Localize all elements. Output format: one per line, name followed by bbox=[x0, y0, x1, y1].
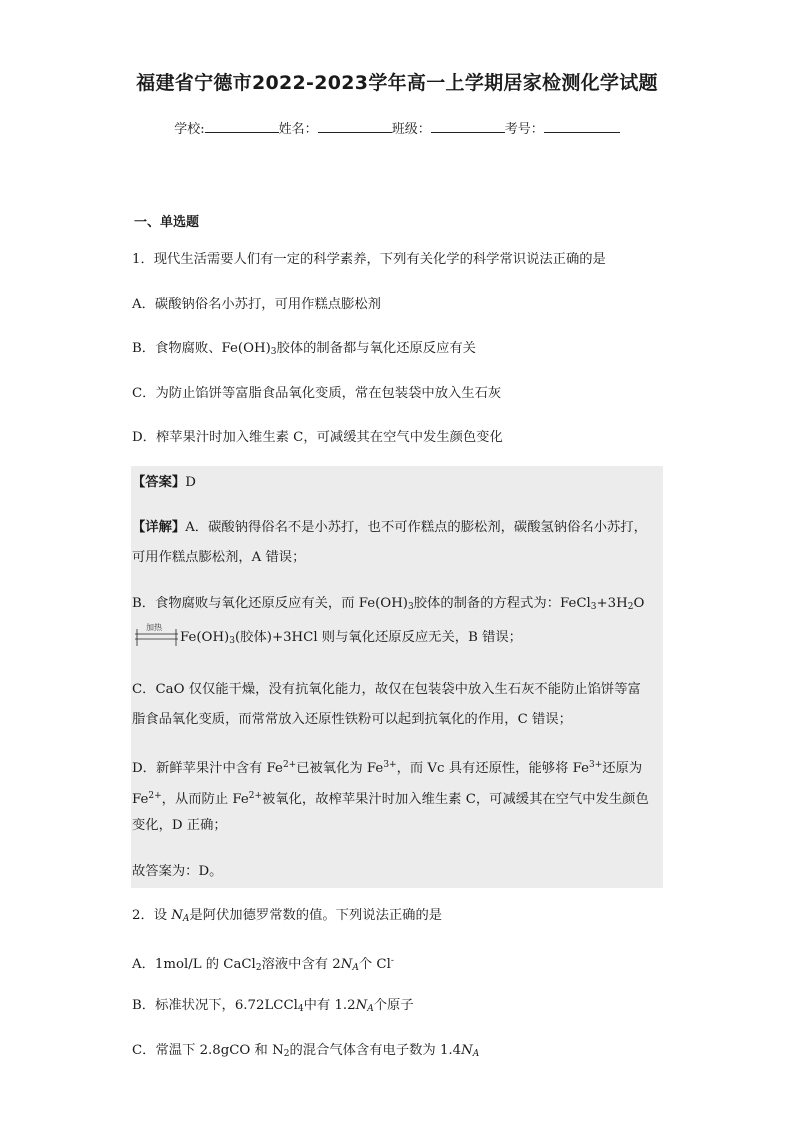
class-label: 班级： bbox=[391, 122, 431, 137]
student-info-line bbox=[0, 118, 794, 137]
q1-option-c: C．为防止馅饼等富脂食品氧化变质，常在包装袋中放入生石灰 bbox=[132, 386, 502, 401]
q1-detail-a-line2: 可用作糕点膨松剂，A 错误； bbox=[132, 550, 306, 565]
q1-option-b: B．食物腐败、$Fe(OH)_3$胶体的制备都与氧化还原反应有关 bbox=[132, 341, 476, 357]
number-label: 考号： bbox=[504, 122, 544, 137]
name-label: 姓名： bbox=[278, 122, 318, 137]
q1-answer: 【答案】D bbox=[132, 475, 196, 490]
q1-detail-c-line1: C．CaO 仅仅能干燥，没有抗氧化能力，故仅在包装袋中放入生石灰不能防止馅饼等富 bbox=[132, 682, 641, 697]
page-title: 福建省宁德市2022-2023学年高一上学期居家检测化学试题 bbox=[136, 72, 658, 94]
q1-stem: 1．现代生活需要人们有一定的科学素养，下列有关化学的科学常识说法正确的是 bbox=[132, 252, 606, 267]
q1-detail-d-line3: 变化，D 正确； bbox=[132, 818, 227, 833]
q1-detail-a-line1: 【详解】A．碳酸钠得俗名不是小苏打，也不可作糕点的膨松剂，碳酸氢钠俗名小苏打， bbox=[132, 520, 647, 535]
section-title: 一、单选题 bbox=[134, 215, 200, 230]
q1-detail-b-line1: B．食物腐败与氧化还原反应有关，而 $Fe(OH)_3$胶体的制备的方程式为：$FeCl_3+3H_2O$ bbox=[132, 596, 645, 612]
q1-detail-d-line1: D．新鲜苹果汁中含有 $Fe^{2+}$已被氧化为 $Fe^{3+}$，而 Vc 具有还原性，能够将 $Fe^{3+}$还原为 bbox=[132, 760, 643, 776]
q1-detail-d-line2: $Fe^{2+}$，从而防止 $Fe^{2+}$被氧化，故榨苹果汁时加入维生素 C，可减缓其在空气中发生颜色 bbox=[132, 791, 649, 807]
school-label: 学校: bbox=[174, 122, 205, 137]
q1-detail-c-line2: 脂食品氧化变质，而常常放入还原性铁粉可以起到抗氧化的作用，C 错误； bbox=[132, 712, 572, 727]
q2-stem: 2．设 $N_A$是阿伏加德罗常数的值。下列说法正确的是 bbox=[132, 908, 443, 924]
name-blank bbox=[318, 120, 392, 133]
q1-option-a: A．碳酸钠俗名小苏打，可用作糕点膨松剂 bbox=[132, 297, 381, 312]
q2-option-b: B．标准状况下，6.72LCCl$_4$中有 $1.2N_A$个原子 bbox=[132, 998, 414, 1014]
q1-detail-b-line2: $Fe(OH)_3$(胶体)+3HCl 则与氧化还原反应无关，B 错误； bbox=[180, 630, 522, 646]
reaction-condition: 加热 bbox=[146, 623, 162, 632]
class-blank bbox=[431, 120, 505, 133]
school-blank bbox=[205, 120, 279, 133]
q1-option-d: D．榨苹果汁时加入维生素 C，可减缓其在空气中发生颜色变化 bbox=[132, 430, 503, 445]
number-blank bbox=[544, 120, 620, 133]
q1-conclusion: 故答案为：D。 bbox=[132, 864, 223, 879]
q2-option-a: A．1mol/L 的 CaCl$_2$溶液中含有 $2N_A$个 Cl- bbox=[132, 956, 394, 973]
q2-option-c: C．常温下 2.8gCO 和 $N_2$的混合气体含有电子数为 $1.4N_A$ bbox=[132, 1043, 480, 1059]
